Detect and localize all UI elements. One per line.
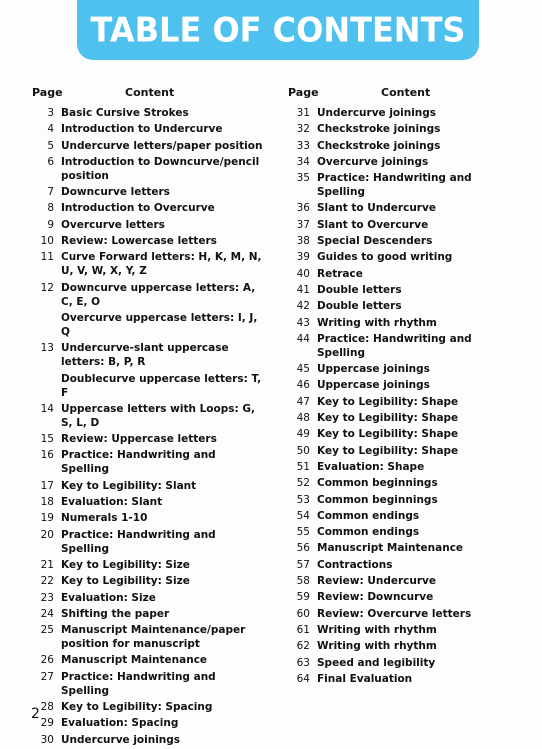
toc-entry-page: 7: [47, 186, 54, 199]
toc-entry-title: Downcurve uppercase letters: A, C, E, O: [61, 281, 256, 308]
toc-entry-page: 10: [40, 235, 54, 248]
toc-entry: [286, 218, 526, 232]
toc-entry-title: Uppercase joinings: [317, 379, 430, 392]
toc-entry: [286, 171, 526, 199]
toc-entry-page: 20: [40, 528, 54, 541]
toc-entry: [286, 460, 526, 474]
toc-entry: [30, 122, 270, 136]
toc-entry-page: 4: [47, 123, 54, 136]
toc-entry-title: Manuscript Maintenance/paper position for manuscript: [61, 624, 246, 651]
toc-entry: [286, 283, 526, 297]
toc-entry: [286, 672, 526, 686]
toc-entry: [286, 362, 526, 376]
toc-entry-title: Checkstroke joinings: [317, 139, 441, 152]
toc-entry-title: Writing with rhythm: [317, 316, 437, 329]
header-content: Content: [381, 86, 431, 99]
toc-entry-title: Doublecurve uppercase letters: T, F: [61, 372, 262, 399]
toc-entry-title: Evaluation: Spacing: [61, 717, 179, 730]
toc-entry-page: 25: [40, 624, 54, 637]
toc-entry-page: 19: [40, 512, 54, 525]
toc-entry-page: 39: [296, 251, 310, 264]
toc-entry-page: 30: [40, 733, 54, 746]
toc-entry: [30, 341, 270, 369]
toc-entry-title: Curve Forward letters: H, K, M, N, U, V, W, X, Y, Z: [61, 251, 262, 278]
toc-entry-page: 42: [296, 300, 310, 313]
toc-entry-title: Double letters: [317, 283, 402, 296]
toc-entry: [30, 495, 270, 509]
toc-entry-page: 62: [296, 640, 310, 653]
toc-entry-page: 6: [47, 155, 54, 168]
toc-entry-title: Uppercase joinings: [317, 363, 430, 376]
toc-entry: [286, 525, 526, 539]
toc-entry: [30, 311, 270, 339]
toc-entry-page: 37: [296, 218, 310, 231]
toc-entry-title: Key to Legibility: Slant: [61, 479, 197, 492]
toc-entry: [286, 201, 526, 215]
toc-entry-title: Key to Legibility: Shape: [317, 395, 459, 408]
toc-entry-title: Evaluation: Size: [61, 591, 156, 604]
toc-entry-page: 14: [40, 402, 54, 415]
toc-entry-page: 64: [296, 672, 310, 685]
toc-entry: [30, 591, 270, 605]
toc-entry: [286, 139, 526, 153]
toc-entry-title: Checkstroke joinings: [317, 123, 441, 136]
toc-entry: [30, 653, 270, 667]
toc-entry-page: 17: [40, 479, 54, 492]
toc-entry-page: 50: [296, 444, 310, 457]
toc-entry-title: Special Descenders: [317, 235, 433, 248]
toc-entry-page: 43: [296, 316, 310, 329]
toc-entry-title: Undercurve letters/paper position: [61, 139, 263, 152]
toc-entry: [286, 106, 526, 120]
toc-entry-page: 23: [40, 591, 54, 604]
toc-entry-page: 49: [296, 428, 310, 441]
toc-entry-title: Downcurve letters: [61, 186, 170, 199]
toc-entry-title: Evaluation: Slant: [61, 496, 163, 509]
toc-entry-page: 40: [296, 267, 310, 280]
toc-entry-title: Practice: Handwriting and Spelling: [317, 172, 472, 199]
toc-entry: [286, 623, 526, 637]
toc-entry-title: Common endings: [317, 526, 420, 539]
toc-entry-title: Practice: Handwriting and Spelling: [317, 332, 472, 359]
toc-entry: [30, 250, 270, 278]
toc-entry-title: Introduction to Overcurve: [61, 202, 215, 215]
column-header: [286, 86, 526, 106]
toc-entry: [286, 656, 526, 670]
toc-entry-title: Uppercase letters with Loops: G, S, L, D: [61, 402, 255, 429]
toc-entry-title: Review: Lowercase letters: [61, 235, 217, 248]
toc-entry: [30, 372, 270, 400]
toc-entry-page: 38: [296, 235, 310, 248]
toc-entry-title: Common beginnings: [317, 477, 438, 490]
toc-entry-page: 26: [40, 654, 54, 667]
toc-entry: [30, 670, 270, 698]
page-title: TABLE OF CONTENTS: [90, 10, 466, 50]
toc-entry-title: Writing with rhythm: [317, 640, 437, 653]
toc-entry-page: 58: [296, 575, 310, 588]
toc-entry-page: 41: [296, 283, 310, 296]
toc-entry: [286, 574, 526, 588]
toc-entry: [286, 590, 526, 604]
toc-entry: [30, 574, 270, 588]
toc-entry-title: Manuscript Maintenance: [61, 654, 208, 667]
toc-entry: [286, 639, 526, 653]
toc-right-list: [286, 106, 526, 686]
toc-entry-page: 15: [40, 433, 54, 446]
toc-entry-title: Manuscript Maintenance: [317, 542, 464, 555]
toc-entry: [30, 733, 270, 747]
toc-entry: [30, 623, 270, 651]
toc-entry-title: Key to Legibility: Shape: [317, 428, 459, 441]
toc-entry-title: Undercurve joinings: [61, 733, 181, 746]
toc-entry-title: Overcurve joinings: [317, 155, 429, 168]
toc-entry: [286, 395, 526, 409]
toc-entry-page: 57: [296, 558, 310, 571]
toc-entry: [30, 201, 270, 215]
toc-entry: [30, 558, 270, 572]
toc-entry: [30, 106, 270, 120]
toc-entry-title: Key to Legibility: Size: [61, 575, 190, 588]
toc-entry: [30, 402, 270, 430]
toc-entry: [286, 332, 526, 360]
toc-entry-page: 52: [296, 477, 310, 490]
toc-entry: [286, 476, 526, 490]
toc-entry-title: Speed and legibility: [317, 656, 436, 669]
toc-entry: [30, 432, 270, 446]
toc-entry: [30, 528, 270, 556]
toc-entry-title: Double letters: [317, 300, 402, 313]
toc-entry: [286, 558, 526, 572]
toc-entry-page: 11: [40, 251, 54, 264]
toc-entry-page: 48: [296, 412, 310, 425]
toc-entry-page: 47: [296, 395, 310, 408]
toc-entry: [30, 139, 270, 153]
toc-entry-page: 31: [296, 107, 310, 119]
toc-entry-title: Introduction to Downcurve/pencil position: [61, 155, 260, 182]
toc-entry-title: Contractions: [317, 558, 393, 571]
toc-entry-page: 53: [296, 493, 310, 506]
toc-entry-title: Common beginnings: [317, 493, 438, 506]
toc-entry-page: 16: [40, 449, 54, 462]
toc-entry-title: Review: Overcurve letters: [317, 607, 472, 620]
header-page: Page: [288, 86, 319, 99]
toc-entry-title: Overcurve uppercase letters: I, J, Q: [61, 311, 258, 338]
toc-entry: [286, 607, 526, 621]
toc-entry-page: 36: [296, 202, 310, 215]
toc-entry-title: Evaluation: Shape: [317, 460, 425, 473]
toc-entry-title: Key to Legibility: Shape: [317, 412, 459, 425]
toc-entry-title: Retrace: [317, 267, 363, 280]
toc-left-list: [30, 106, 270, 747]
toc-entry-title: Key to Legibility: Size: [61, 558, 190, 571]
toc-entry-title: Slant to Overcurve: [317, 218, 429, 231]
header-page: Page: [32, 86, 63, 99]
toc-entry: [30, 155, 270, 183]
toc-entry-title: Numerals 1-10: [61, 512, 148, 525]
toc-entry-page: 22: [40, 575, 54, 588]
toc-entry-title: Practice: Handwriting and Spelling: [61, 528, 216, 555]
toc-entry-page: 13: [40, 342, 54, 355]
toc-entry: [286, 378, 526, 392]
toc-entry-page: 34: [296, 155, 310, 168]
toc-entry-page: 45: [296, 363, 310, 376]
toc-entry: [286, 509, 526, 523]
toc-entry-page: 59: [296, 591, 310, 604]
toc-entry-title: Key to Legibility: Spacing: [61, 701, 213, 714]
toc-entry: [286, 267, 526, 281]
toc-entry: [286, 250, 526, 264]
toc-entry: [30, 511, 270, 525]
toc-entry: [286, 411, 526, 425]
toc-entry-page: 21: [40, 558, 54, 571]
toc-entry-page: 51: [296, 460, 310, 473]
toc-entry-title: Practice: Handwriting and Spelling: [61, 670, 216, 697]
toc-entry: [30, 218, 270, 232]
toc-entry: [30, 185, 270, 199]
toc-entry-title: Introduction to Undercurve: [61, 123, 223, 136]
toc-entry: [286, 234, 526, 248]
toc-entry: [30, 716, 270, 730]
toc-entry: [286, 155, 526, 169]
toc-entry-title: Key to Legibility: Shape: [317, 444, 459, 457]
toc-entry: [30, 479, 270, 493]
toc-entry-page: 3: [47, 107, 54, 119]
toc-entry-title: Guides to good writing: [317, 251, 453, 264]
toc-entry-page: 28: [40, 701, 54, 714]
column-header: [30, 86, 270, 106]
toc-entry: [286, 493, 526, 507]
toc-entry-title: Basic Cursive Strokes: [61, 107, 189, 119]
toc-entry-title: Review: Downcurve: [317, 591, 434, 604]
toc-entry-page: 60: [296, 607, 310, 620]
toc-entry-title: Undercurve joinings: [317, 107, 437, 119]
toc-entry-page: 18: [40, 496, 54, 509]
toc-entry: [286, 427, 526, 441]
toc-entry-page: 24: [40, 607, 54, 620]
toc-entry-page: 54: [296, 509, 310, 522]
toc-entry-page: 33: [296, 139, 310, 152]
toc-entry-title: Practice: Handwriting and Spelling: [61, 449, 216, 476]
toc-entry-page: 35: [296, 172, 310, 185]
toc-entry: [30, 607, 270, 621]
toc-entry-title: Overcurve letters: [61, 218, 165, 231]
toc-entry-page: 61: [296, 623, 310, 636]
toc-entry-title: Writing with rhythm: [317, 623, 437, 636]
toc-entry-page: 12: [40, 281, 54, 294]
toc-entry-page: 44: [296, 332, 310, 345]
toc-entry: [30, 700, 270, 714]
toc-entry: [286, 316, 526, 330]
toc-entry-page: 56: [296, 542, 310, 555]
toc-entry-title: Undercurve-slant uppercase letters: B, P, R: [61, 342, 229, 369]
title-banner: [77, 0, 479, 60]
toc-entry-title: Common endings: [317, 509, 420, 522]
toc-entry-page: 5: [47, 139, 54, 152]
toc-entry: [30, 448, 270, 476]
toc-entry: [286, 541, 526, 555]
toc-entry-page: 9: [47, 218, 54, 231]
toc-entry-page: 46: [296, 379, 310, 392]
toc-entry-page: 8: [47, 202, 54, 215]
toc-entry: [30, 234, 270, 248]
toc-entry-page: 55: [296, 526, 310, 539]
header-content: Content: [125, 86, 175, 99]
page-number: 2: [31, 706, 40, 722]
toc-left-column: [30, 86, 270, 749]
toc-entry-title: Review: Uppercase letters: [61, 433, 217, 446]
toc-entry-page: 32: [296, 123, 310, 136]
toc-entry-title: Slant to Undercurve: [317, 202, 436, 215]
toc-entry-page: 63: [296, 656, 310, 669]
toc-entry: [30, 281, 270, 309]
toc-entry-title: Final Evaluation: [317, 672, 413, 685]
toc-entry-page: 27: [40, 670, 54, 683]
toc-entry-title: Shifting the paper: [61, 607, 170, 620]
toc-entry-page: 29: [40, 717, 54, 730]
toc-entry: [286, 444, 526, 458]
toc-right-column: [286, 86, 526, 688]
toc-entry-title: Review: Undercurve: [317, 575, 436, 588]
toc-entry: [286, 122, 526, 136]
toc-entry: [286, 299, 526, 313]
